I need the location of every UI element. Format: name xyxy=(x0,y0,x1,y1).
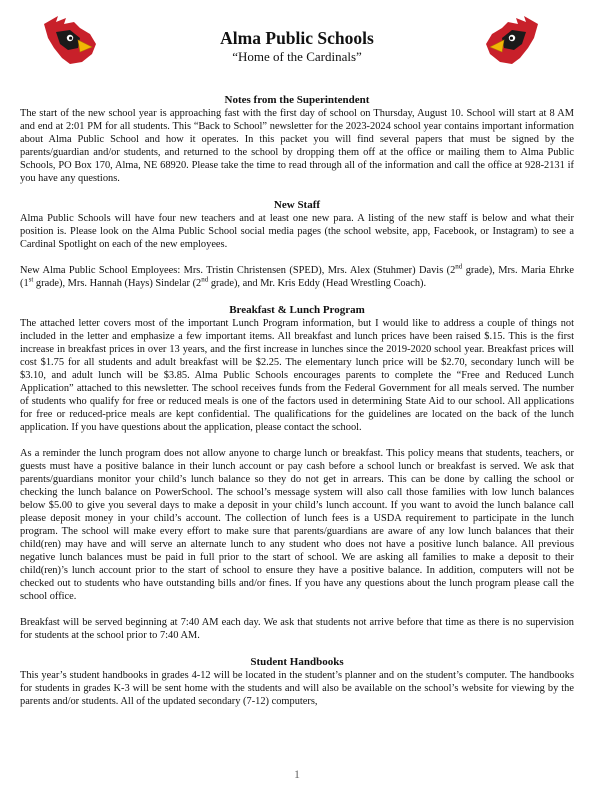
handbooks-paragraph: This year’s student handbooks in grades 4-12 will be located in the student’s planner and on the student’s computer. The handbooks for students in grades K-3 will be sent home with the students and will also be available on the school’s website for viewing by the parents and/or students. All of the updated secondary (7-12) computers, xyxy=(20,670,574,707)
employees-text-4: grade), and Mr. Kris Eddy (Head Wrestling Coach). xyxy=(208,278,427,289)
employees-sup-1: nd xyxy=(455,262,463,271)
superintendent-paragraph: The start of the new school year is approaching fast with the first day of school on Thursday, August 10. School will start at 8 AM and end at 2:01 PM for all students. This “Back to School” newsletter for the 2023-2024 school year contains important information about Alma Public School and how it operates. In this packet you will find several papers that must be signed by the parents/guardian and/or students, and returned to the school by dropping them off at the office or mailing them to Alma Public Schools, PO Box 170, Alma, NE 68920. Please take the time to read through all of the information and call the office at 928-2131 if you have any questions. xyxy=(20,108,574,184)
section-heading-superintendent: Notes from the Superintendent xyxy=(224,94,370,106)
employees-text-3: grade), Mrs. Hannah (Hays) Sindelar (2 xyxy=(33,278,202,289)
section-heading-handbooks: Student Handbooks xyxy=(250,656,344,668)
newsletter-body xyxy=(20,94,574,708)
employees-sup-3: nd xyxy=(201,275,209,284)
page-number: 1 xyxy=(294,767,300,781)
new-staff-paragraph: Alma Public Schools will have four new teachers and at least one new para. A listing of the new staff is below and what their position is. Please look on the Alma Public School social media pages (the school website, app, Facebook, or Instagram) to see a Cardinal Spotlight on each of the new employees. xyxy=(20,213,574,250)
new-employees-list xyxy=(20,264,574,290)
section-heading-new-staff: New Staff xyxy=(273,199,321,211)
employees-text-2: grade), Mrs. Maria Ehrke (1 xyxy=(20,265,574,289)
section-heading-lunch: Breakfast & Lunch Program xyxy=(229,304,365,316)
newsletter-subtitle: “Home of the Cardinals” xyxy=(232,49,362,64)
newsletter-title: Alma Public Schools xyxy=(220,28,374,48)
employees-text-1: New Alma Public School Employees: Mrs. Tristin Christensen (SPED), Mrs. Alex (Stuhmer) Davis (2 xyxy=(20,265,456,276)
lunch-paragraph-1: The attached letter covers most of the important Lunch Program information, but I would like to address a couple of things not included in the letter and emphasize a few important items. All breakfast and lunch prices have been raised $.15. This is the first increase in breakfast prices in over 13 years, and the first increase in lunches since the 2019-2020 school year. Breakfast prices will cost $1.75 for all students and adult breakfast will be $2.25. The elementary lunch price will be $2.70, secondary lunch will be $3.10, and adult lunch will be $3.85. Alma Public Schools encourages parents to complete the “Free and Reduced Lunch Application” attached to this newsletter. The school receives funds from the Federal Government for all meals served. The number of students who qualify for free or reduced meals is one of the factors used in determining State Aid to our school. All applications for free or reduced-price meals are kept confidential. The qualifications for the guidelines are located on the back of the lunch application. If you have questions about the application, please contact the school. xyxy=(20,318,574,433)
lunch-paragraph-2: As a reminder the lunch program does not allow anyone to charge lunch or breakfast. This policy means that students, teachers, or guests must have a positive balance in their lunch account or pay cash before a school lunch or breakfast is served. We ask that parents/guardians monitor your child’s lunch balance so they do not get in arrears. This can be done by calling the school or checking the lunch balance on PowerSchool. The school’s message system will also call those families with low lunch balances below $5.00 to give you several days to make a deposit in your child’s lunch account. If you want to avoid the lunch balance call please deposit money in your child’s account. The collection of lunch fees is a USDA requirement to participate in the lunch program. The school will make every effort to make sure that parents/guardians are aware of any low lunch balances that their child(ren) may have and will serve an alternate lunch to any student who does not have a positive lunch balance. All previous negative lunch balances must be paid in full prior to the start of school. We are asking all families to make a deposit to their child(ren)’s lunch account prior to the start of school to ensure they have a positive balance. In addition, computers will not be checked out to students who have outstanding bills and/or fines. If you have any questions about the lunch program please call the school office. xyxy=(20,448,574,602)
employees-sup-2: st xyxy=(28,275,34,284)
lunch-paragraph-3: Breakfast will be served beginning at 7:40 AM each day. We ask that students not arrive before that time as there is no supervision for students at the school prior to 7:40 AM. xyxy=(20,617,574,641)
